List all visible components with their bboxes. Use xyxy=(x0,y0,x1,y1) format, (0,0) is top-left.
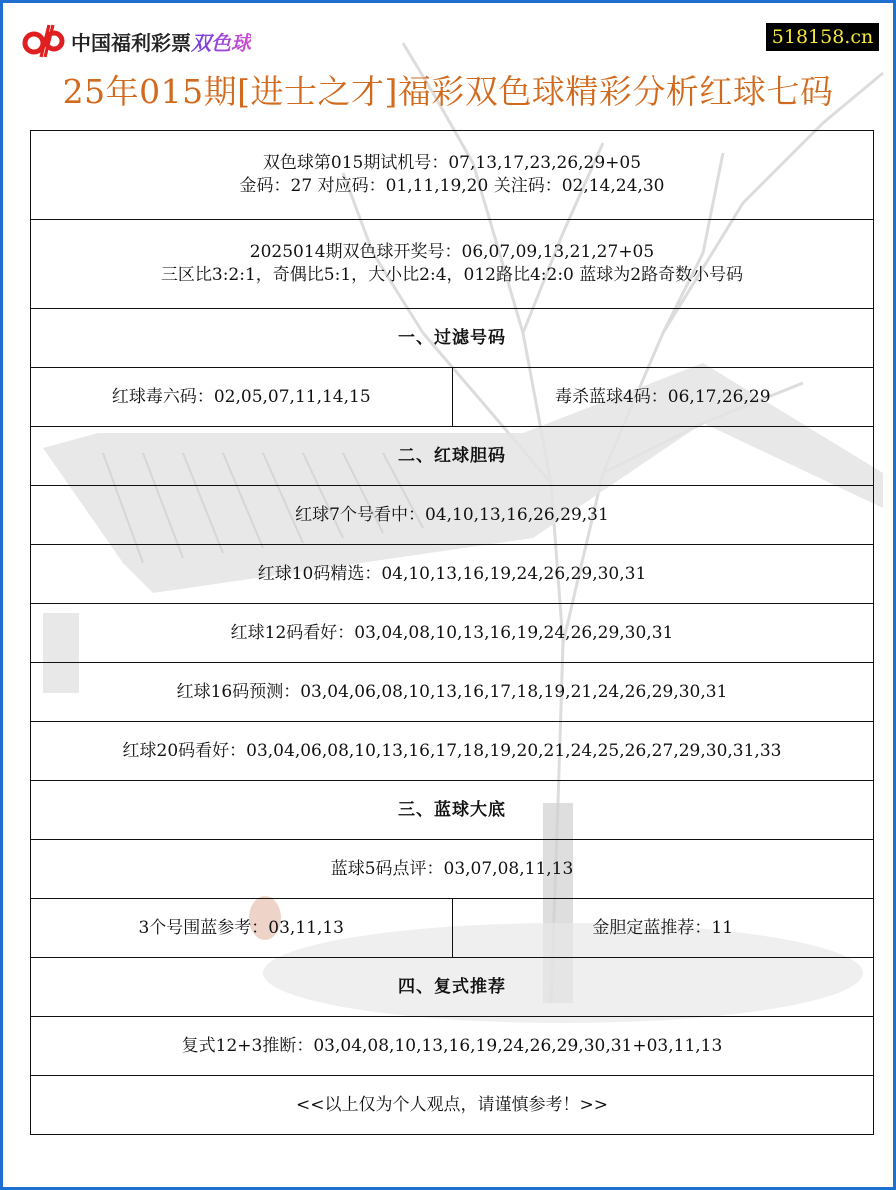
section-heading-blue-base: 三、蓝球大底 xyxy=(31,781,874,840)
table-row xyxy=(31,220,874,309)
table-row xyxy=(31,427,874,486)
red-kill-cell: 红球毒六码：02,05,07,11,14,15 xyxy=(31,368,453,427)
table-row xyxy=(31,1076,874,1135)
table-row xyxy=(31,1017,874,1076)
cwl-logo xyxy=(21,23,251,59)
table-row xyxy=(31,958,874,1017)
table-row xyxy=(31,781,874,840)
blue-5-cell: 蓝球5码点评：03,07,08,11,13 xyxy=(31,840,874,899)
last-draw-stats: 三区比3:2:1，奇偶比5:1，大小比2:4，012路比4:2:0 蓝球为2路奇数小号码 xyxy=(160,265,744,285)
red-7-cell: 红球7个号看中：04,10,13,16,26,29,31 xyxy=(31,486,874,545)
table-row xyxy=(31,131,874,220)
site-badge[interactable]: 518158.cn xyxy=(766,23,879,51)
trial-numbers-cell xyxy=(31,131,874,220)
last-draw-line: 2025014期双色球开奖号：06,07,09,13,21,27+05 xyxy=(249,242,655,262)
section-heading-compound: 四、复式推荐 xyxy=(31,958,874,1017)
table-row xyxy=(31,545,874,604)
table-row xyxy=(31,309,874,368)
red-12-cell: 红球12码看好：03,04,08,10,13,16,19,24,26,29,30,31 xyxy=(31,604,874,663)
table-row xyxy=(31,486,874,545)
blue-1-cell: 金胆定蓝推荐：11 xyxy=(452,899,874,958)
red-20-cell: 红球20码看好：03,04,06,08,10,13,16,17,18,19,20,21,24,25,26,27,29,30,31,33 xyxy=(31,722,874,781)
compound-pick-cell: 复式12+3推断：03,04,08,10,13,16,19,24,26,29,30,31+03,11,13 xyxy=(31,1017,874,1076)
blue-3-cell: 3个号围蓝参考：03,11,13 xyxy=(31,899,453,958)
page-title: 25年015期[进士之才]福彩双色球精彩分析红球七码 xyxy=(62,72,834,111)
red-16-cell: 红球16码预测：03,04,06,08,10,13,16,17,18,19,21,24,26,29,30,31 xyxy=(31,663,874,722)
trial-numbers-line: 双色球第015期试机号：07,13,17,23,26,29+05 xyxy=(262,153,642,173)
table-row xyxy=(31,663,874,722)
table-row xyxy=(31,899,874,958)
last-draw-cell xyxy=(31,220,874,309)
section-heading-red-core: 二、红球胆码 xyxy=(31,427,874,486)
logo-game-name: 双色球 xyxy=(191,27,251,56)
section-heading-filter: 一、过滤号码 xyxy=(31,309,874,368)
table-row xyxy=(31,840,874,899)
analysis-table xyxy=(30,130,874,1135)
table-row xyxy=(31,722,874,781)
blue-kill-cell: 毒杀蓝球4码：06,17,26,29 xyxy=(452,368,874,427)
red-10-cell: 红球10码精选：04,10,13,16,19,24,26,29,30,31 xyxy=(31,545,874,604)
logo-text: 中国福利彩票 xyxy=(71,30,191,55)
gold-codes-line: 金码：27 对应码：01,11,19,20 关注码：02,14,24,30 xyxy=(239,176,665,196)
table-row xyxy=(31,368,874,427)
disclaimer-cell: <<以上仅为个人观点，请谨慎参考！>> xyxy=(31,1076,874,1135)
welfare-lottery-logo-icon xyxy=(21,23,67,59)
table-row xyxy=(31,604,874,663)
